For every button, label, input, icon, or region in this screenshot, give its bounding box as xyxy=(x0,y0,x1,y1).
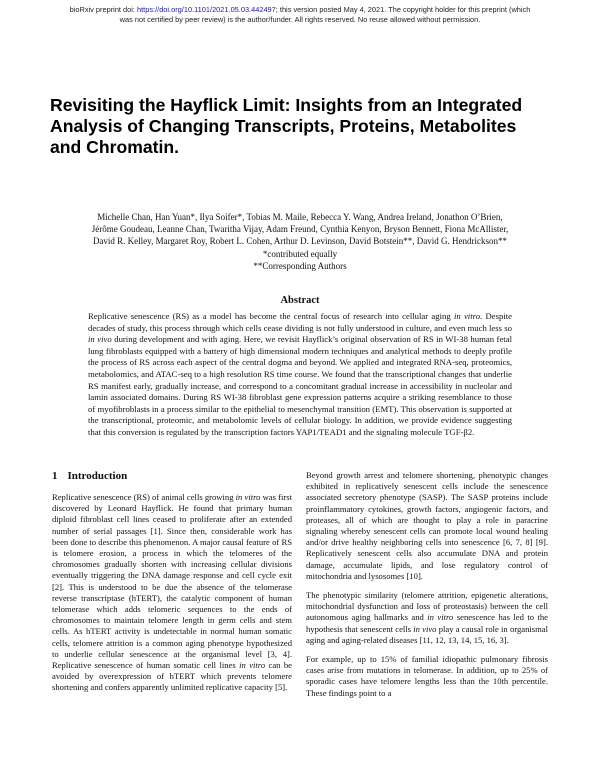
banner-prefix: bioRxiv preprint doi: xyxy=(69,5,138,14)
italic-run: in vitro xyxy=(239,660,266,671)
section-number: 1 xyxy=(52,470,58,482)
italic-run: in vivo xyxy=(413,623,437,634)
authors-line-1: Michelle Chan, Han Yuan*, Ilya Soifer*, Tobias M. Maile, Rebecca Y. Wang, Andrea Ireland, Jonathon O’Brien, xyxy=(97,212,503,222)
intro-paragraph-3 xyxy=(306,590,548,646)
banner-line-2: was not certified by peer review) is the author/funder. All rights reserved. No reuse allowed without permission. xyxy=(119,14,481,24)
section-title: Introduction xyxy=(67,470,128,482)
preprint-banner xyxy=(0,5,600,24)
authors-line-3: David R. Kelley, Margaret Roy, Robert L. Cohen, Arthur D. Levinson, David Botstein**, David G. Hendrickson** xyxy=(92,236,508,247)
abstract-part-1: Replicative senescence (RS) as a model has become the central focus of research into cellular aging xyxy=(88,311,454,321)
italic-run: in vitro xyxy=(427,612,454,623)
text-run: can be avoided by overexpression of hTERT which prevents telomere shortening and confers apparently unlimited replicative capacity [5]. xyxy=(52,660,292,693)
right-column xyxy=(306,470,548,707)
italic-run: in vitro xyxy=(235,492,261,502)
introduction-heading xyxy=(52,470,292,482)
text-run: senescence has led to the hypothesis that senescent cells xyxy=(306,612,549,634)
abstract-part-2: . Despite decades of study, this process through which cells cease dividing is not fully understood in culture, and even much less so xyxy=(88,311,512,333)
corresponding-authors-note: **Corresponding Authors xyxy=(253,260,347,271)
banner-suffix: ; this version posted May 4, 2021. The copyright holder for this preprint (which xyxy=(275,5,531,14)
authors-line-2: Jérôme Goudeau, Leanne Chan, Twaritha Vijay, Adam Freund, Cynthia Kenyon, Bryson Bennett, Fiona McAllister, xyxy=(91,224,509,235)
abstract-italic-2: in vivo xyxy=(88,334,112,345)
abstract-italic-1: in vitro xyxy=(453,311,481,321)
abstract-part-3: during development and with aging. Here, we revisit Hayflick’s original observation of RS in WI-38 human fetal lung fibroblasts equipped with a battery of high dimensional modern techniques and analytical methods to deeply profile the process of RS across each aspect of the central dogma and beyond. We applied and integrated RNA-seq, proteomics, metabolomics, and ATAC-seq to a high resolution RS time course. We found that the transcriptional changes that underlie RS manifest early, gradually increase, and correspond to a concomitant gradual increase in accessibility in nucleolar and lamin associated domains. During RS WI-38 fibroblast gene expression patterns acquire a striking resemblance to those of myofibroblasts in a process similar to the epithelial to mesenchymal transition (EMT). This observation is supported at the transcriptional, proteomic, and metabolomic levels of cellular biology. In addition, we provide evidence suggesting that this conversion is regulated by the transcription factors YAP1/TEAD1 and the signaling molecule TGF-β2. xyxy=(88,334,512,437)
text-run: play a causal role in organismal aging and aging-related diseases [11, 12, 13, 14, 15, 16, 3]. xyxy=(306,623,548,645)
left-column xyxy=(52,492,292,702)
paper-title: Revisiting the Hayflick Limit: Insights from an Integrated Analysis of Changing Transcripts, Proteins, Metabolites and Chromatin. xyxy=(50,95,523,157)
abstract-heading: Abstract xyxy=(280,295,320,306)
abstract-text xyxy=(88,311,512,439)
text-run: Replicative senescence (RS) of animal cells growing xyxy=(52,492,236,502)
text-run: was first discovered by Leonard Hayflick. He found that primary human diploid fibroblast cell lines ceased to proliferate after an extended number of serial passages [1]. Since then, considerable work has been done to describe this phenomenon. A major causal feature of RS is telomere erosion, a process in which the telomeres of the chromosomes gradually shorten with increasing cellular divisions eventually triggering the DNA damage response and cell cycle exit [2]. This is understood to be due the absence of the telomerase reverse transcriptase (hTERT), the catalytic component of human telomerase which adds telomeric sequences to the ends of chromosomes to maintain telomere length in germ cells and stem cells. As hTERT activity is undetectable in normal human somatic cells, telomere attrition is a common aging phenotype hypothesized to underlie cellular senescence at the organismal level [3, 4]. Replicative senescence of human somatic cell lines xyxy=(52,492,293,671)
doi-link[interactable]: https://doi.org/10.1101/2021.05.03.442497 xyxy=(137,5,276,14)
intro-paragraph-2: Beyond growth arrest and telomere shortening, phenotypic changes exhibited in replicatively senescent cells include the senescence associated secretory phenotype (SASP). The SASP proteins include proinflammatory cytokines, growth factors, angiogenic factors, and proteases, all of which are thought to play a role in paracrine signaling whereby senescent cells can promote local wound healing and/or drive healthy neighboring cells into senescence [6, 7, 8] [9]. Replicatively senescent cells also accumulate DNA and protein damage, accumulate lipids, and lose regulatory control of mitochondria and lysosomes [10]. xyxy=(306,470,548,581)
banner-line-1 xyxy=(0,5,600,15)
intro-paragraph-4: For example, up to 15% of familial idiopathic pulmonary fibrosis cases arise from mutations in telomerase. In addition, up to 25% of sporadic cases have telomere lengths less than the 10th percentile. These findings point to a xyxy=(306,654,548,698)
author-list xyxy=(60,211,540,272)
text-run: The phenotypic similarity (telomere attrition, epigenetic alterations, mitochondrial dysfunction and loss of proteostasis) between the cell autonomous aging hallmarks and xyxy=(306,590,548,623)
equal-contribution-note: *contributed equally xyxy=(262,248,338,259)
intro-paragraph-1 xyxy=(52,492,292,694)
